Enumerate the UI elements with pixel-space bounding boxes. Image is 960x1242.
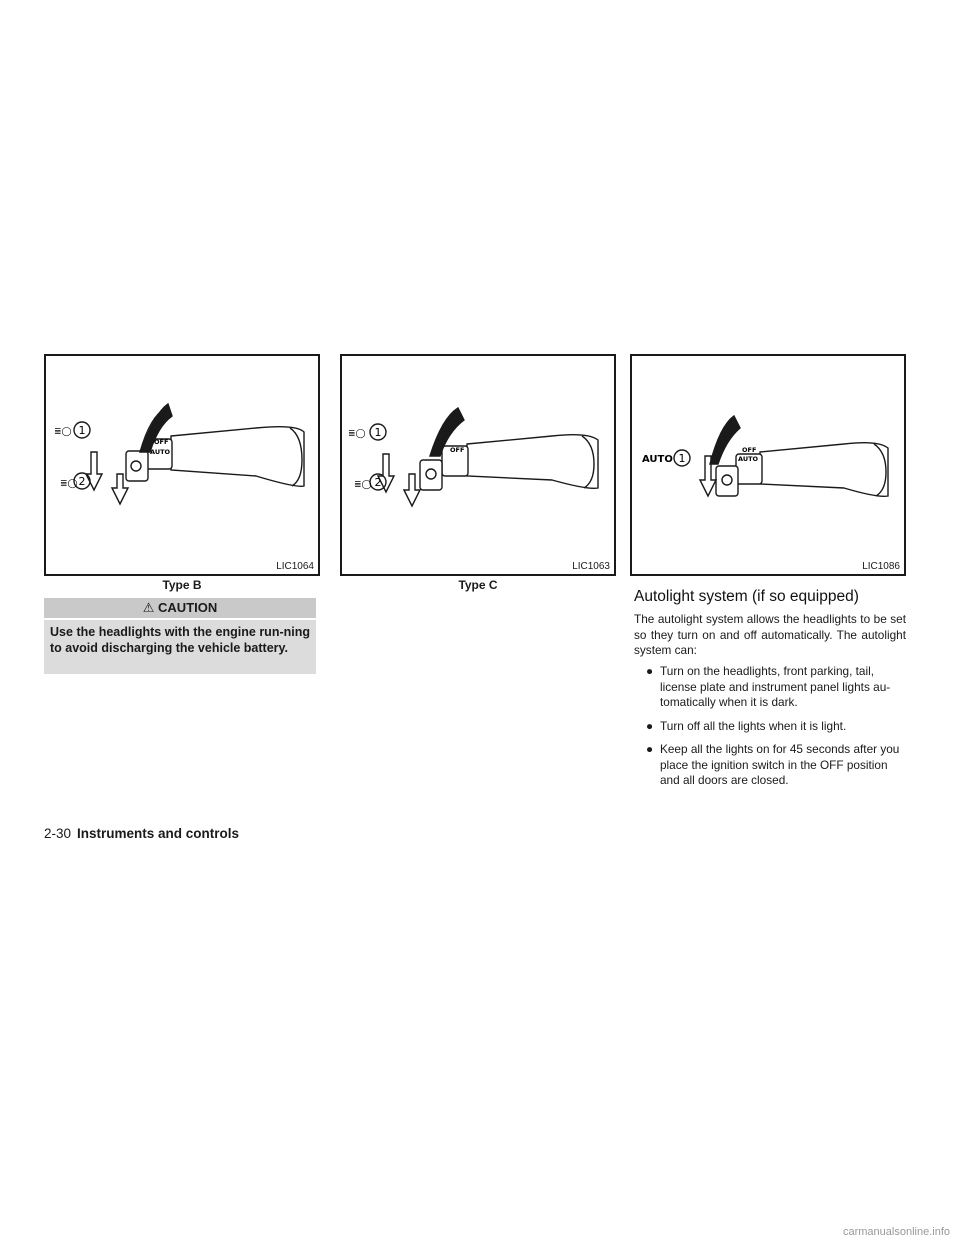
page-number: 2-30 xyxy=(44,826,72,841)
callout-2: 2 xyxy=(374,476,382,489)
switch-off-label: OFF xyxy=(742,446,757,454)
figure-type-b xyxy=(44,354,320,576)
headlight-switch-diagram-type-b xyxy=(46,356,318,574)
callout-1: 1 xyxy=(374,426,382,439)
warning-icon: ⚠ xyxy=(142,600,155,615)
figure-autolight xyxy=(630,354,906,576)
figure-code: LIC1086 xyxy=(862,561,900,572)
caution-title: CAUTION xyxy=(158,600,218,615)
figure-code: LIC1064 xyxy=(276,561,314,572)
caution-header xyxy=(44,598,316,618)
switch-auto-label: AUTO xyxy=(738,455,759,463)
bullet-list xyxy=(634,664,906,797)
section-intro: The autolight system allows the headlights to be set so they turn on and off automatically. The autolight system can: xyxy=(634,612,906,657)
autolight-switch-diagram xyxy=(632,356,904,574)
chapter-title: Instruments and controls xyxy=(77,826,240,841)
headlight-switch-diagram-type-c xyxy=(342,356,614,574)
section-title: Autolight system (if so equipped) xyxy=(634,588,859,605)
caution-body: Use the headlights with the engine run-ning to avoid discharging the vehicle battery. xyxy=(44,620,316,674)
bullet-icon: ● xyxy=(646,742,654,756)
parking-light-icon: ≣◯ xyxy=(348,429,366,439)
switch-off-label: OFF xyxy=(450,446,465,454)
list-item: ● Turn off all the lights when it is light. xyxy=(646,718,847,733)
switch-off-label: OFF xyxy=(154,438,169,446)
headlight-icon: ≣◯ xyxy=(60,479,78,489)
page-footer xyxy=(44,826,239,841)
bullet-icon: ● xyxy=(646,718,654,733)
callout-1: 1 xyxy=(78,424,86,437)
switch-auto-label: AUTO xyxy=(150,448,171,456)
parking-light-icon: ≣◯ xyxy=(54,427,72,437)
auto-position-label: AUTO xyxy=(642,454,673,465)
callout-2: 2 xyxy=(78,475,86,488)
list-item: ● Keep all the lights on for 45 seconds after you place the ignition switch in the OFF position and all doors are closed. xyxy=(646,742,900,787)
figure-caption-type-b: Type B xyxy=(162,578,202,592)
figure-type-c xyxy=(340,354,616,576)
figure-code: LIC1063 xyxy=(572,561,610,572)
callout-1: 1 xyxy=(678,452,686,465)
figure-caption-type-c: Type C xyxy=(458,578,498,592)
bullet-icon: ● xyxy=(646,664,654,678)
watermark: carmanualsonline.info xyxy=(842,1226,950,1238)
list-item: ● Turn on the headlights, front parking, tail, license plate and instrument panel lights au-tomatically when it is dark. xyxy=(646,664,891,709)
headlight-icon: ≣◯ xyxy=(354,480,372,490)
